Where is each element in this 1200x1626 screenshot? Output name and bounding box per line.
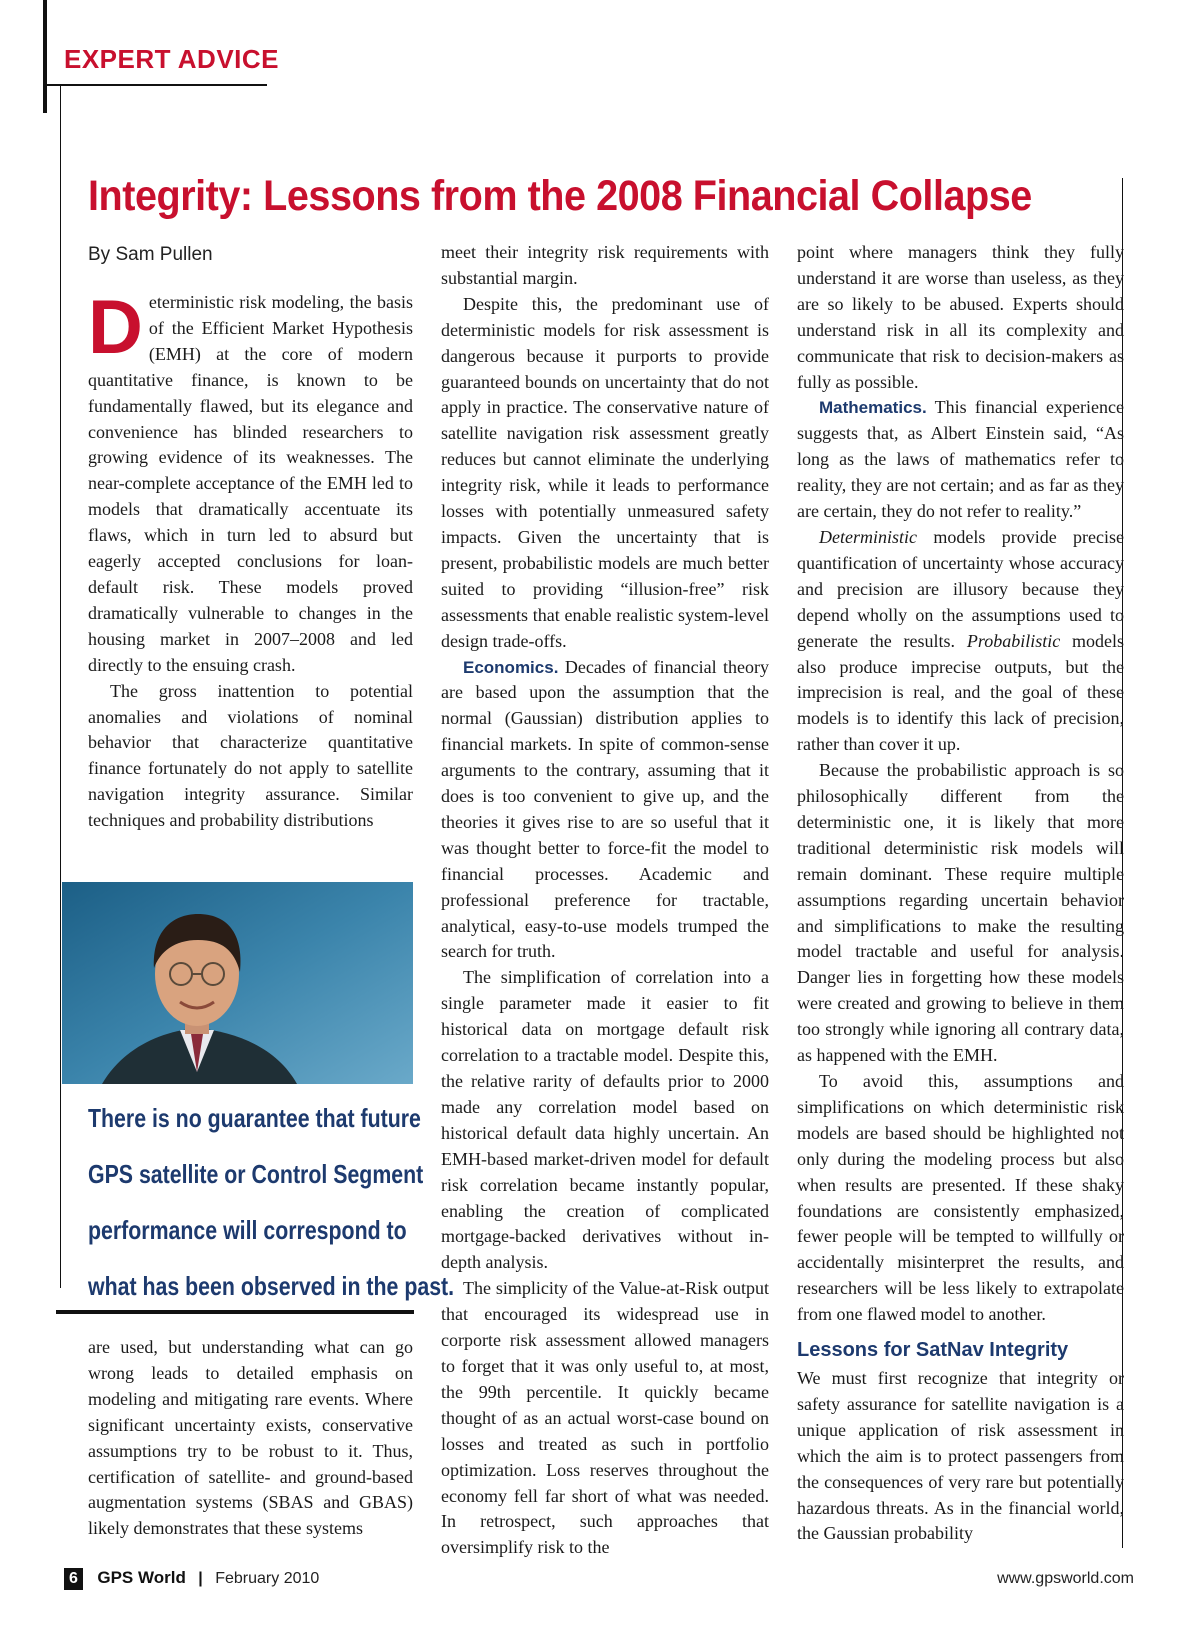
issue-date: February 2010 xyxy=(215,1570,320,1587)
left-column-rule xyxy=(60,86,61,1288)
byline: By Sam Pullen xyxy=(88,244,213,265)
paragraph: are used, but understanding what can go wrong leads to detailed emphasis on modeling and mitigating rare events. Where significant uncertainty exists, conservative assumptions try to be robust to it. Thus, certification of satellite- and ground-based augmentation systems (SBAS and GBAS) likely demonstrates that these systems xyxy=(88,1337,413,1539)
section-underline xyxy=(43,84,267,86)
column-3 xyxy=(797,240,1124,1547)
footer-separator: | xyxy=(198,1570,203,1587)
paragraph: meet their integrity risk requirements with substantial margin. xyxy=(441,242,769,288)
paragraph: point where managers think they fully understand it are worse than useless, as they are so likely to be abused. Experts should understand risk in all its complexity and communicate that risk to decision-makers as fully as possible. xyxy=(797,242,1124,392)
paragraph: Deterministic risk modeling, the basis of the Efficient Market Hypothesis (EMH) at the core of modern quantitative finance, is known to be fundamentally flawed, but its elegance and convenience has blinded researchers to growing evidence of its weaknesses. The near-complete acceptance of the EMH led to models that dramatically accentuate its flaws, which in turn led to absurd but eagerly accepted conclusions for loan-default risk. These models proved dramatically vulnerable to changes in the housing market in 2007–2008 and led directly to the ensuing crash. xyxy=(88,285,413,675)
website-link[interactable]: www.gpsworld.com xyxy=(997,1570,1134,1587)
paragraph: Because the probabilistic approach is so philosophically different from the deterministic one, it is likely that more traditional deterministic risk models will remain dominant. These require multiple assumptions regarding uncertain behavior and simplifications to make the resulting model tractable and useful for analysis. Danger lies in forgetting how these models were created and growing to believe in them too strongly while ignoring all contrary data, as happened with the EMH. xyxy=(797,760,1124,1066)
top-vertical-rule xyxy=(43,0,47,113)
paragraph: To avoid this, assumptions and simplifications on which deterministic risk models are based should be highlighted not only during the modeling process but also when results are presented. If these shaky foundations are consistently emphasized, fewer people will be tempted to willfully or accidentally misinterpret the results, and researchers will be less likely to extrapolate from one flawed model to another. xyxy=(797,1071,1124,1325)
pull-quote-line: There is no guarantee that future xyxy=(88,1103,421,1133)
magazine-name: GPS World xyxy=(97,1568,186,1587)
column-2 xyxy=(441,240,769,1561)
author-photo xyxy=(62,882,413,1084)
article-title: Integrity: Lessons from the 2008 Financial Collapse xyxy=(88,172,1032,220)
drop-cap: D xyxy=(88,285,143,370)
paragraph: Deterministic models provide precise quantification of uncertainty whose accuracy and precision are illusory because they depend wholly on the assumptions used to generate the results. Probabilistic models also produce imprecise outputs, but the imprecision is real, and the goal of these models is to identify this lack of precision, rather than cover it up. xyxy=(797,526,1125,755)
pull-quote-line: performance will correspond to xyxy=(88,1215,407,1245)
run-in-head-economics: Economics. xyxy=(463,657,559,677)
page-number: 6 xyxy=(64,1568,83,1590)
subheading: Lessons for SatNav Integrity xyxy=(797,1339,1069,1362)
section-label: EXPERT ADVICE xyxy=(64,44,280,74)
page-footer xyxy=(64,1568,1134,1592)
paragraph: Despite this, the predominant use of deterministic models for risk assessment is dangerous because it purports to provide guaranteed bounds on uncertainty that do not apply in practice. The conservative nature of satellite navigation risk assessment greatly reduces but cannot eliminate the underlying integrity risk, while it leads to performance losses with potentially unmeasured safety impacts. Given the uncertainty that is present, probabilistic models are much better suited to providing “illusion-free” risk assessments that enable realistic system-level design trade-offs. xyxy=(441,293,769,651)
paragraph: Economics. Decades of financial theory are based upon the assumption that the normal (Gaussian) distribution applies to financial markets. In spite of common-sense arguments to the contrary, assuming that it does is too convenient to give up, and the theories it gives rise to are so useful that it was thought better to force-fit the model to financial processes. Academic and professional preference for tractable, analytical, easy-to-use models trumped the search for truth. xyxy=(441,656,770,962)
pull-quote xyxy=(88,1090,455,1314)
column-1-top xyxy=(88,285,413,834)
column-1-bottom xyxy=(88,1335,413,1542)
paragraph: We must first recognize that integrity or safety assurance for satellite navigation is a unique application of risk assessment in which the aim is to protect passengers from the consequences of very rare but potentially hazardous threats. As in the financial world, the Gaussian probability xyxy=(797,1367,1124,1544)
pull-quote-line: GPS satellite or Control Segment xyxy=(88,1159,424,1189)
author-portrait-image xyxy=(62,882,413,1084)
pull-quote-rule xyxy=(56,1310,414,1314)
pull-quote-line: what has been observed in the past. xyxy=(88,1271,455,1301)
paragraph: The gross inattention to potential anomalies and violations of nominal behavior that characterize quantitative finance fortunately do not apply to satellite navigation integrity assurance. Similar techniques and probability distributions xyxy=(88,680,413,831)
run-in-head-mathematics: Mathematics. xyxy=(819,398,927,418)
paragraph: Mathematics. This financial experience suggests that, as Albert Einstein said, “As long as the laws of mathematics refer to reality, they are not certain; and as far as they are certain, they do not refer to reality.” xyxy=(797,397,1124,522)
paragraph: The simplification of correlation into a single parameter made it easier to fit historical data on mortgage default risk correlation to a tractable model. Despite this, the relative rarity of defaults prior to 2000 made any correlation model based on historical default data highly uncertain. An EMH-based market-driven model for default risk correlation became instantly popular, enabling the creation of complicated mortgage-backed derivatives without in-depth analysis. xyxy=(441,967,769,1273)
paragraph: The simplicity of the Value-at-Risk output that encouraged its widespread use in corporte risk assessment allowed managers to forget that it was only useful to, at most, the 99th percentile. It quickly became thought of as an actual worst-case bound on losses and treated as such in portfolio optimization. Loss reserves throughout the economy fell far short of what was needed. In retrospect, such approaches that oversimplify risk to the xyxy=(441,1278,769,1558)
